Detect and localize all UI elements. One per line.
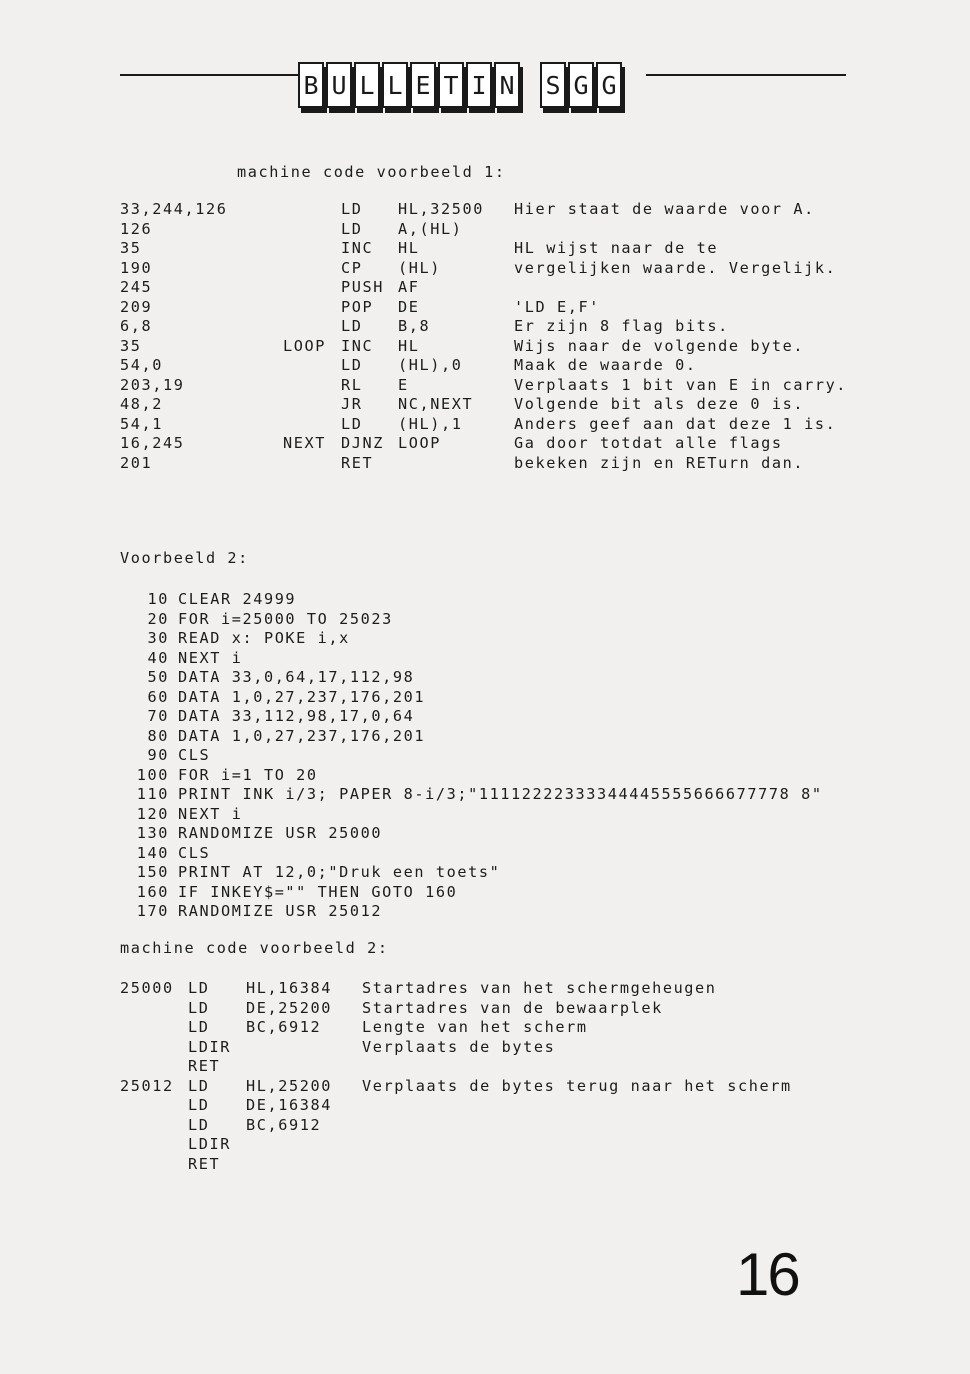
basic-line-number: 150 bbox=[136, 863, 169, 881]
basic-statement: FOR i=1 TO 20 bbox=[178, 765, 318, 784]
basic-statement: FOR i=25000 TO 25023 bbox=[178, 609, 393, 628]
basic-line-number: 110 bbox=[136, 785, 169, 803]
basic-statement: RANDOMIZE USR 25000 bbox=[178, 824, 383, 842]
listing1-arg: AF bbox=[398, 278, 420, 296]
logo-letter-tile: L bbox=[354, 62, 380, 108]
basic-line-number: 160 bbox=[136, 882, 169, 901]
listing2-comment: Startadres van het schermgeheugen bbox=[362, 979, 717, 997]
listing1-op: JR bbox=[341, 395, 363, 413]
basic-statement: DATA 33,0,64,17,112,98 bbox=[178, 668, 415, 686]
basic-statement: NEXT i bbox=[178, 804, 243, 823]
listing2-addr: 25012 bbox=[120, 1076, 174, 1095]
basic-statement: CLEAR 24999 bbox=[178, 590, 297, 608]
page-number: 16 bbox=[736, 1241, 799, 1308]
basic-line-number: 30 bbox=[147, 629, 169, 647]
listing1-comment: HL wijst naar de te bbox=[514, 239, 719, 257]
logo-letter-tile: L bbox=[382, 62, 408, 108]
basic-statement: DATA 33,112,98,17,0,64 bbox=[178, 707, 415, 725]
listing1-bytes: 126 bbox=[120, 219, 153, 238]
logo-word-sgg bbox=[540, 62, 622, 108]
listing2-op: LD bbox=[188, 998, 210, 1017]
listing1-op: INC bbox=[341, 336, 374, 355]
listing2-arg: HL,25200 bbox=[246, 1076, 332, 1095]
bulletin-sgg-logo bbox=[298, 62, 622, 114]
basic-line-number: 50 bbox=[147, 668, 169, 686]
listing2-arg: BC,6912 bbox=[246, 1018, 322, 1036]
listing1-bytes: 203,19 bbox=[120, 375, 185, 394]
listing2-comment: Verplaats de bytes terug naar het scherm bbox=[362, 1076, 792, 1095]
listing1-label: NEXT bbox=[283, 434, 326, 452]
listing1-op: DJNZ bbox=[341, 434, 384, 452]
basic-statement: PRINT AT 12,0;"Druk een toets" bbox=[178, 863, 501, 881]
listing1-comment: Maak de waarde 0. bbox=[514, 356, 697, 374]
listing2-op: RET bbox=[188, 1154, 221, 1173]
listing1-comment: Volgende bit als deze 0 is. bbox=[514, 395, 805, 413]
section-title-mc1: machine code voorbeeld 1: bbox=[237, 163, 506, 181]
listing1-comment: Wijs naar de volgende byte. bbox=[514, 336, 805, 355]
listing2-op: LD bbox=[188, 1096, 210, 1114]
listing1-arg: (HL) bbox=[398, 258, 441, 277]
listing2-addr: 25000 bbox=[120, 979, 174, 997]
listing1-comment: vergelijken waarde. Vergelijk. bbox=[514, 258, 837, 277]
listing1-op: PUSH bbox=[341, 278, 384, 296]
basic-statement: PRINT INK i/3; PAPER 8-i/3;"11112222333344445555666677778 8" bbox=[178, 785, 823, 803]
listing2-op: LD bbox=[188, 1076, 210, 1095]
basic-line-number: 120 bbox=[136, 804, 169, 823]
listing2-arg: DE,25200 bbox=[246, 998, 332, 1017]
listing1-comment: bekeken zijn en RETurn dan. bbox=[514, 453, 805, 472]
basic-line-number: 10 bbox=[147, 590, 169, 608]
listing2-op: LD bbox=[188, 979, 210, 997]
listing1-op: LD bbox=[341, 356, 363, 374]
logo-letter-tile: G bbox=[568, 62, 594, 108]
basic-statement: RANDOMIZE USR 25012 bbox=[178, 902, 383, 920]
listing1-op: CP bbox=[341, 258, 363, 277]
listing1-comment: Ga door totdat alle flags bbox=[514, 434, 783, 452]
listing1-bytes: 6,8 bbox=[120, 317, 153, 335]
logo-word-bulletin bbox=[298, 62, 520, 108]
listing1-arg: HL bbox=[398, 239, 420, 257]
basic-statement: CLS bbox=[178, 746, 211, 764]
listing1-arg: NC,NEXT bbox=[398, 395, 474, 413]
listing1-arg: LOOP bbox=[398, 434, 441, 452]
basic-statement: READ x: POKE i,x bbox=[178, 629, 350, 647]
basic-line-number: 100 bbox=[136, 765, 169, 784]
logo-letter-tile: T bbox=[438, 62, 464, 108]
listing1-op: RET bbox=[341, 453, 374, 472]
listing2-comment: Startadres van de bewaarplek bbox=[362, 998, 663, 1017]
listing1-bytes: 190 bbox=[120, 258, 153, 277]
listing1-comment: Er zijn 8 flag bits. bbox=[514, 317, 729, 335]
listing1-arg: E bbox=[398, 375, 409, 394]
listing1-comment: Hier staat de waarde voor A. bbox=[514, 200, 815, 218]
listing1-comment: Verplaats 1 bit van E in carry. bbox=[514, 375, 848, 394]
listing1-bytes: 54,1 bbox=[120, 414, 163, 433]
listing1-op: RL bbox=[341, 375, 363, 394]
listing2-op: RET bbox=[188, 1057, 221, 1075]
listing2-arg: DE,16384 bbox=[246, 1096, 332, 1114]
listing1-arg: HL bbox=[398, 336, 420, 355]
header-rule-right bbox=[646, 74, 846, 76]
listing1-op: LD bbox=[341, 317, 363, 335]
logo-letter-tile: E bbox=[410, 62, 436, 108]
listing1-arg: DE bbox=[398, 297, 420, 316]
listing1-op: POP bbox=[341, 297, 374, 316]
listing1-bytes: 35 bbox=[120, 239, 142, 257]
basic-line-number: 40 bbox=[147, 648, 169, 667]
listing1-comment: 'LD E,F' bbox=[514, 297, 600, 316]
basic-statement: DATA 1,0,27,237,176,201 bbox=[178, 726, 426, 745]
listing1-arg: B,8 bbox=[398, 317, 431, 335]
logo-letter-tile: S bbox=[540, 62, 566, 108]
basic-statement: NEXT i bbox=[178, 648, 243, 667]
basic-line-number: 170 bbox=[136, 902, 169, 920]
listing1-op: INC bbox=[341, 239, 374, 257]
listing2-comment: Verplaats de bytes bbox=[362, 1037, 556, 1056]
basic-statement: DATA 1,0,27,237,176,201 bbox=[178, 687, 426, 706]
listing2-arg: BC,6912 bbox=[246, 1115, 322, 1134]
basic-line-number: 90 bbox=[147, 746, 169, 764]
section-title-voorbeeld2: Voorbeeld 2: bbox=[120, 549, 249, 567]
basic-line-number: 140 bbox=[136, 843, 169, 862]
listing1-arg: (HL),1 bbox=[398, 414, 463, 433]
basic-line-number: 70 bbox=[147, 707, 169, 725]
section-title-mc2: machine code voorbeeld 2: bbox=[120, 939, 389, 957]
listing2-op: LD bbox=[188, 1018, 210, 1036]
logo-letter-tile: U bbox=[326, 62, 352, 108]
basic-line-number: 20 bbox=[147, 609, 169, 628]
listing1-op: LD bbox=[341, 414, 363, 433]
listing1-bytes: 209 bbox=[120, 297, 153, 316]
listing1-bytes: 35 bbox=[120, 336, 142, 355]
header-rule-left bbox=[120, 74, 298, 76]
listing1-bytes: 245 bbox=[120, 278, 153, 296]
basic-line-number: 130 bbox=[136, 824, 169, 842]
listing1-arg: HL,32500 bbox=[398, 200, 484, 218]
listing1-op: LD bbox=[341, 200, 363, 218]
listing1-arg: A,(HL) bbox=[398, 219, 463, 238]
listing2-arg: HL,16384 bbox=[246, 979, 332, 997]
logo-letter-tile: G bbox=[596, 62, 622, 108]
logo-letter-tile: B bbox=[298, 62, 324, 108]
listing1-bytes: 48,2 bbox=[120, 395, 163, 413]
listing1-label: LOOP bbox=[283, 336, 326, 355]
listing1-bytes: 16,245 bbox=[120, 434, 185, 452]
basic-line-number: 60 bbox=[147, 687, 169, 706]
listing2-op: LDIR bbox=[188, 1037, 231, 1056]
listing1-arg: (HL),0 bbox=[398, 356, 463, 374]
basic-statement: CLS bbox=[178, 843, 211, 862]
listing1-bytes: 54,0 bbox=[120, 356, 163, 374]
logo-letter-tile: I bbox=[466, 62, 492, 108]
listing1-comment: Anders geef aan dat deze 1 is. bbox=[514, 414, 837, 433]
listing2-comment: Lengte van het scherm bbox=[362, 1018, 588, 1036]
listing1-bytes: 33,244,126 bbox=[120, 200, 228, 218]
listing1-bytes: 201 bbox=[120, 453, 153, 472]
listing2-op: LDIR bbox=[188, 1135, 231, 1153]
logo-letter-tile: N bbox=[494, 62, 520, 108]
basic-statement: IF INKEY$="" THEN GOTO 160 bbox=[178, 882, 458, 901]
basic-line-number: 80 bbox=[147, 726, 169, 745]
listing2-op: LD bbox=[188, 1115, 210, 1134]
listing1-op: LD bbox=[341, 219, 363, 238]
